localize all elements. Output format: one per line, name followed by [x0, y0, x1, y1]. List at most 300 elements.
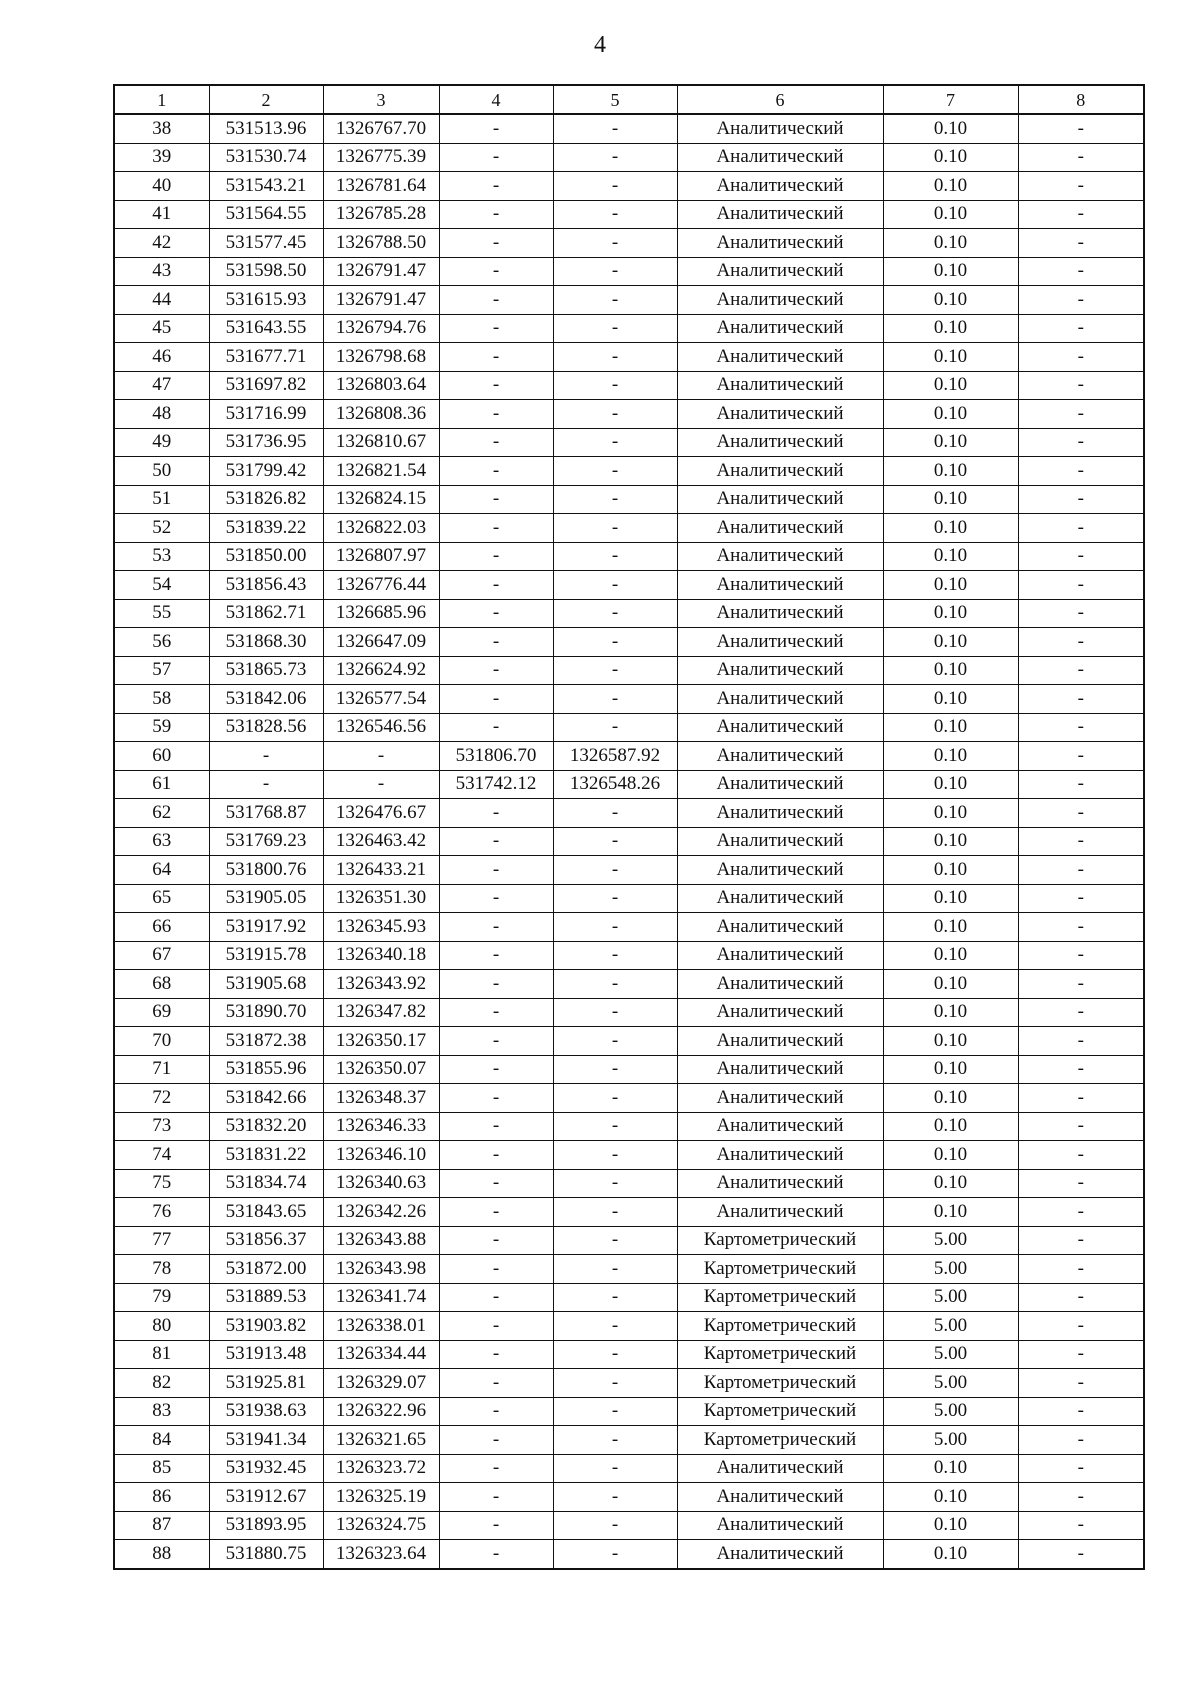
method-cell: Аналитический: [677, 970, 883, 999]
method-cell: Аналитический: [677, 628, 883, 657]
table-row: [114, 599, 1144, 628]
x-coordinate-cell: 531856.37: [209, 1226, 323, 1255]
point-number-cell: 60: [114, 742, 209, 771]
x-alt-coordinate-cell: -: [439, 628, 553, 657]
point-number-cell: 79: [114, 1283, 209, 1312]
x-alt-coordinate-cell: -: [439, 970, 553, 999]
column-header: 5: [553, 85, 677, 114]
y-coordinate-cell: 1326624.92: [323, 656, 439, 685]
method-cell: Аналитический: [677, 799, 883, 828]
table-row: [114, 1483, 1144, 1512]
y-alt-coordinate-cell: -: [553, 1426, 677, 1455]
table-row: [114, 1454, 1144, 1483]
x-coordinate-cell: 531913.48: [209, 1340, 323, 1369]
point-number-cell: 84: [114, 1426, 209, 1455]
coordinates-table: [113, 84, 1145, 1570]
table-row: [114, 286, 1144, 315]
y-coordinate-cell: 1326341.74: [323, 1283, 439, 1312]
note-cell: -: [1018, 571, 1144, 600]
x-coordinate-cell: 531872.00: [209, 1255, 323, 1284]
y-alt-coordinate-cell: -: [553, 1226, 677, 1255]
method-cell: Аналитический: [677, 685, 883, 714]
point-number-cell: 66: [114, 913, 209, 942]
point-number-cell: 64: [114, 856, 209, 885]
x-alt-coordinate-cell: -: [439, 1540, 553, 1569]
note-cell: -: [1018, 457, 1144, 486]
x-alt-coordinate-cell: -: [439, 656, 553, 685]
method-cell: Аналитический: [677, 998, 883, 1027]
point-number-cell: 53: [114, 542, 209, 571]
y-alt-coordinate-cell: -: [553, 457, 677, 486]
point-number-cell: 76: [114, 1198, 209, 1227]
y-coordinate-cell: 1326340.18: [323, 941, 439, 970]
note-cell: -: [1018, 200, 1144, 229]
y-alt-coordinate-cell: -: [553, 970, 677, 999]
method-cell: Аналитический: [677, 1084, 883, 1113]
y-alt-coordinate-cell: -: [553, 1283, 677, 1312]
accuracy-cell: 0.10: [883, 856, 1018, 885]
x-alt-coordinate-cell: -: [439, 200, 553, 229]
accuracy-cell: 0.10: [883, 799, 1018, 828]
table-row: [114, 628, 1144, 657]
method-cell: Картометрический: [677, 1312, 883, 1341]
x-coordinate-cell: 531832.20: [209, 1112, 323, 1141]
accuracy-cell: 5.00: [883, 1312, 1018, 1341]
note-cell: -: [1018, 1511, 1144, 1540]
table-row: [114, 713, 1144, 742]
x-coordinate-cell: 531842.06: [209, 685, 323, 714]
column-header: 3: [323, 85, 439, 114]
table-row: [114, 913, 1144, 942]
accuracy-cell: 0.10: [883, 685, 1018, 714]
x-alt-coordinate-cell: -: [439, 1483, 553, 1512]
y-coordinate-cell: -: [323, 770, 439, 799]
method-cell: Аналитический: [677, 371, 883, 400]
point-number-cell: 48: [114, 400, 209, 429]
table-row: [114, 1397, 1144, 1426]
x-coordinate-cell: 531932.45: [209, 1454, 323, 1483]
note-cell: -: [1018, 1141, 1144, 1170]
accuracy-cell: 0.10: [883, 913, 1018, 942]
x-alt-coordinate-cell: -: [439, 143, 553, 172]
x-coordinate-cell: 531826.82: [209, 485, 323, 514]
method-cell: Аналитический: [677, 742, 883, 771]
note-cell: -: [1018, 1084, 1144, 1113]
table-row: [114, 998, 1144, 1027]
method-cell: Аналитический: [677, 514, 883, 543]
accuracy-cell: 0.10: [883, 827, 1018, 856]
point-number-cell: 55: [114, 599, 209, 628]
y-coordinate-cell: 1326322.96: [323, 1397, 439, 1426]
accuracy-cell: 0.10: [883, 114, 1018, 143]
table-row: [114, 770, 1144, 799]
y-coordinate-cell: 1326788.50: [323, 229, 439, 258]
y-coordinate-cell: 1326346.33: [323, 1112, 439, 1141]
note-cell: -: [1018, 1169, 1144, 1198]
y-alt-coordinate-cell: -: [553, 941, 677, 970]
y-alt-coordinate-cell: -: [553, 628, 677, 657]
y-coordinate-cell: 1326345.93: [323, 913, 439, 942]
point-number-cell: 81: [114, 1340, 209, 1369]
x-coordinate-cell: 531800.76: [209, 856, 323, 885]
y-coordinate-cell: 1326794.76: [323, 314, 439, 343]
y-alt-coordinate-cell: -: [553, 1340, 677, 1369]
note-cell: -: [1018, 827, 1144, 856]
x-coordinate-cell: 531834.74: [209, 1169, 323, 1198]
accuracy-cell: 0.10: [883, 257, 1018, 286]
x-coordinate-cell: 531643.55: [209, 314, 323, 343]
point-number-cell: 82: [114, 1369, 209, 1398]
table-row: [114, 1426, 1144, 1455]
table-row: [114, 571, 1144, 600]
y-alt-coordinate-cell: -: [553, 827, 677, 856]
accuracy-cell: 0.10: [883, 343, 1018, 372]
accuracy-cell: 5.00: [883, 1226, 1018, 1255]
accuracy-cell: 0.10: [883, 457, 1018, 486]
x-alt-coordinate-cell: -: [439, 713, 553, 742]
table-row: [114, 400, 1144, 429]
y-alt-coordinate-cell: -: [553, 143, 677, 172]
y-alt-coordinate-cell: -: [553, 114, 677, 143]
accuracy-cell: 0.10: [883, 371, 1018, 400]
table-row: [114, 1198, 1144, 1227]
column-header: 7: [883, 85, 1018, 114]
point-number-cell: 56: [114, 628, 209, 657]
x-coordinate-cell: 531564.55: [209, 200, 323, 229]
accuracy-cell: 0.10: [883, 172, 1018, 201]
point-number-cell: 59: [114, 713, 209, 742]
note-cell: -: [1018, 1540, 1144, 1569]
point-number-cell: 72: [114, 1084, 209, 1113]
accuracy-cell: 0.10: [883, 628, 1018, 657]
accuracy-cell: 0.10: [883, 1454, 1018, 1483]
column-header: 4: [439, 85, 553, 114]
point-number-cell: 69: [114, 998, 209, 1027]
y-alt-coordinate-cell: -: [553, 1084, 677, 1113]
y-alt-coordinate-cell: -: [553, 1055, 677, 1084]
note-cell: -: [1018, 1198, 1144, 1227]
point-number-cell: 43: [114, 257, 209, 286]
x-coordinate-cell: 531856.43: [209, 571, 323, 600]
method-cell: Аналитический: [677, 172, 883, 201]
accuracy-cell: 0.10: [883, 428, 1018, 457]
note-cell: -: [1018, 913, 1144, 942]
note-cell: -: [1018, 371, 1144, 400]
method-cell: Аналитический: [677, 656, 883, 685]
method-cell: Картометрический: [677, 1255, 883, 1284]
method-cell: Аналитический: [677, 571, 883, 600]
column-header: 6: [677, 85, 883, 114]
accuracy-cell: 0.10: [883, 314, 1018, 343]
x-coordinate-cell: 531716.99: [209, 400, 323, 429]
x-alt-coordinate-cell: -: [439, 1397, 553, 1426]
x-alt-coordinate-cell: -: [439, 913, 553, 942]
table-row: [114, 827, 1144, 856]
note-cell: -: [1018, 1226, 1144, 1255]
accuracy-cell: 0.10: [883, 770, 1018, 799]
y-coordinate-cell: -: [323, 742, 439, 771]
x-coordinate-cell: 531736.95: [209, 428, 323, 457]
x-coordinate-cell: 531543.21: [209, 172, 323, 201]
y-alt-coordinate-cell: -: [553, 599, 677, 628]
y-alt-coordinate-cell: -: [553, 656, 677, 685]
point-number-cell: 80: [114, 1312, 209, 1341]
table-row: [114, 1340, 1144, 1369]
point-number-cell: 85: [114, 1454, 209, 1483]
method-cell: Аналитический: [677, 856, 883, 885]
method-cell: Аналитический: [677, 1511, 883, 1540]
column-header: 2: [209, 85, 323, 114]
method-cell: Аналитический: [677, 1169, 883, 1198]
x-alt-coordinate-cell: -: [439, 257, 553, 286]
x-coordinate-cell: 531842.66: [209, 1084, 323, 1113]
method-cell: Картометрический: [677, 1340, 883, 1369]
table-row: [114, 457, 1144, 486]
y-alt-coordinate-cell: -: [553, 371, 677, 400]
table-row: [114, 343, 1144, 372]
y-coordinate-cell: 1326321.65: [323, 1426, 439, 1455]
accuracy-cell: 0.10: [883, 485, 1018, 514]
header-row: [114, 85, 1144, 114]
method-cell: Аналитический: [677, 286, 883, 315]
y-alt-coordinate-cell: -: [553, 257, 677, 286]
point-number-cell: 40: [114, 172, 209, 201]
table-row: [114, 1084, 1144, 1113]
method-cell: Аналитический: [677, 542, 883, 571]
accuracy-cell: 0.10: [883, 1511, 1018, 1540]
x-alt-coordinate-cell: -: [439, 172, 553, 201]
x-alt-coordinate-cell: -: [439, 514, 553, 543]
note-cell: -: [1018, 286, 1144, 315]
y-coordinate-cell: 1326791.47: [323, 286, 439, 315]
point-number-cell: 67: [114, 941, 209, 970]
point-number-cell: 51: [114, 485, 209, 514]
method-cell: Аналитический: [677, 1055, 883, 1084]
y-coordinate-cell: 1326791.47: [323, 257, 439, 286]
x-coordinate-cell: 531925.81: [209, 1369, 323, 1398]
x-coordinate-cell: 531828.56: [209, 713, 323, 742]
method-cell: Аналитический: [677, 1540, 883, 1569]
accuracy-cell: 0.10: [883, 1084, 1018, 1113]
accuracy-cell: 5.00: [883, 1255, 1018, 1284]
note-cell: -: [1018, 1369, 1144, 1398]
y-coordinate-cell: 1326647.09: [323, 628, 439, 657]
point-number-cell: 57: [114, 656, 209, 685]
x-alt-coordinate-cell: 531742.12: [439, 770, 553, 799]
note-cell: -: [1018, 884, 1144, 913]
y-alt-coordinate-cell: -: [553, 1454, 677, 1483]
note-cell: -: [1018, 400, 1144, 429]
method-cell: Аналитический: [677, 1483, 883, 1512]
y-alt-coordinate-cell: -: [553, 685, 677, 714]
x-alt-coordinate-cell: -: [439, 856, 553, 885]
note-cell: -: [1018, 1426, 1144, 1455]
point-number-cell: 62: [114, 799, 209, 828]
x-alt-coordinate-cell: -: [439, 1198, 553, 1227]
accuracy-cell: 0.10: [883, 1540, 1018, 1569]
y-alt-coordinate-cell: -: [553, 1169, 677, 1198]
accuracy-cell: 0.10: [883, 229, 1018, 258]
x-coordinate-cell: 531769.23: [209, 827, 323, 856]
x-coordinate-cell: 531513.96: [209, 114, 323, 143]
y-alt-coordinate-cell: -: [553, 200, 677, 229]
note-cell: -: [1018, 713, 1144, 742]
method-cell: Аналитический: [677, 485, 883, 514]
point-number-cell: 52: [114, 514, 209, 543]
y-alt-coordinate-cell: -: [553, 485, 677, 514]
method-cell: Аналитический: [677, 257, 883, 286]
note-cell: -: [1018, 1255, 1144, 1284]
point-number-cell: 78: [114, 1255, 209, 1284]
x-coordinate-cell: 531843.65: [209, 1198, 323, 1227]
accuracy-cell: 5.00: [883, 1397, 1018, 1426]
accuracy-cell: 0.10: [883, 1055, 1018, 1084]
table-row: [114, 1312, 1144, 1341]
x-alt-coordinate-cell: -: [439, 884, 553, 913]
y-coordinate-cell: 1326463.42: [323, 827, 439, 856]
point-number-cell: 49: [114, 428, 209, 457]
table-row: [114, 970, 1144, 999]
x-coordinate-cell: 531905.68: [209, 970, 323, 999]
x-coordinate-cell: 531862.71: [209, 599, 323, 628]
y-coordinate-cell: 1326351.30: [323, 884, 439, 913]
method-cell: Аналитический: [677, 913, 883, 942]
y-alt-coordinate-cell: -: [553, 286, 677, 315]
method-cell: Аналитический: [677, 428, 883, 457]
x-alt-coordinate-cell: -: [439, 400, 553, 429]
method-cell: Картометрический: [677, 1369, 883, 1398]
y-coordinate-cell: 1326798.68: [323, 343, 439, 372]
y-coordinate-cell: 1326775.39: [323, 143, 439, 172]
note-cell: -: [1018, 1055, 1144, 1084]
note-cell: -: [1018, 628, 1144, 657]
y-coordinate-cell: 1326808.36: [323, 400, 439, 429]
x-alt-coordinate-cell: -: [439, 428, 553, 457]
note-cell: -: [1018, 314, 1144, 343]
y-alt-coordinate-cell: -: [553, 1369, 677, 1398]
accuracy-cell: 0.10: [883, 571, 1018, 600]
x-alt-coordinate-cell: -: [439, 229, 553, 258]
table-row: [114, 1055, 1144, 1084]
y-alt-coordinate-cell: 1326548.26: [553, 770, 677, 799]
table-row: [114, 229, 1144, 258]
note-cell: -: [1018, 343, 1144, 372]
note-cell: -: [1018, 485, 1144, 514]
note-cell: -: [1018, 1112, 1144, 1141]
x-alt-coordinate-cell: 531806.70: [439, 742, 553, 771]
method-cell: Аналитический: [677, 941, 883, 970]
y-coordinate-cell: 1326350.17: [323, 1027, 439, 1056]
x-coordinate-cell: 531912.67: [209, 1483, 323, 1512]
x-alt-coordinate-cell: -: [439, 1255, 553, 1284]
y-alt-coordinate-cell: -: [553, 884, 677, 913]
table-row: [114, 941, 1144, 970]
table-row: [114, 114, 1144, 143]
table-row: [114, 172, 1144, 201]
x-alt-coordinate-cell: -: [439, 1226, 553, 1255]
note-cell: -: [1018, 656, 1144, 685]
point-number-cell: 77: [114, 1226, 209, 1255]
y-alt-coordinate-cell: -: [553, 428, 677, 457]
note-cell: -: [1018, 1454, 1144, 1483]
note-cell: -: [1018, 229, 1144, 258]
note-cell: -: [1018, 1340, 1144, 1369]
y-alt-coordinate-cell: -: [553, 1540, 677, 1569]
point-number-cell: 47: [114, 371, 209, 400]
table-row: [114, 685, 1144, 714]
y-coordinate-cell: 1326347.82: [323, 998, 439, 1027]
method-cell: Аналитический: [677, 1141, 883, 1170]
point-number-cell: 44: [114, 286, 209, 315]
x-alt-coordinate-cell: -: [439, 485, 553, 514]
x-alt-coordinate-cell: -: [439, 1169, 553, 1198]
note-cell: -: [1018, 1483, 1144, 1512]
note-cell: -: [1018, 514, 1144, 543]
point-number-cell: 87: [114, 1511, 209, 1540]
x-alt-coordinate-cell: -: [439, 343, 553, 372]
x-coordinate-cell: 531839.22: [209, 514, 323, 543]
table-row: [114, 856, 1144, 885]
table-row: [114, 257, 1144, 286]
y-alt-coordinate-cell: -: [553, 1112, 677, 1141]
method-cell: Аналитический: [677, 713, 883, 742]
y-coordinate-cell: 1326781.64: [323, 172, 439, 201]
accuracy-cell: 0.10: [883, 1483, 1018, 1512]
table-row: [114, 1511, 1144, 1540]
table-row: [114, 143, 1144, 172]
method-cell: Аналитический: [677, 343, 883, 372]
note-cell: -: [1018, 1312, 1144, 1341]
method-cell: Аналитический: [677, 1454, 883, 1483]
y-coordinate-cell: 1326810.67: [323, 428, 439, 457]
x-coordinate-cell: 531855.96: [209, 1055, 323, 1084]
x-coordinate-cell: 531850.00: [209, 542, 323, 571]
method-cell: Картометрический: [677, 1283, 883, 1312]
x-alt-coordinate-cell: -: [439, 1084, 553, 1113]
y-coordinate-cell: 1326785.28: [323, 200, 439, 229]
accuracy-cell: 0.10: [883, 884, 1018, 913]
accuracy-cell: 0.10: [883, 742, 1018, 771]
x-coordinate-cell: 531941.34: [209, 1426, 323, 1455]
y-alt-coordinate-cell: -: [553, 343, 677, 372]
x-coordinate-cell: 531903.82: [209, 1312, 323, 1341]
x-coordinate-cell: 531799.42: [209, 457, 323, 486]
point-number-cell: 46: [114, 343, 209, 372]
x-coordinate-cell: 531905.05: [209, 884, 323, 913]
point-number-cell: 42: [114, 229, 209, 258]
x-coordinate-cell: -: [209, 742, 323, 771]
accuracy-cell: 5.00: [883, 1340, 1018, 1369]
method-cell: Аналитический: [677, 1027, 883, 1056]
table-row: [114, 371, 1144, 400]
y-coordinate-cell: 1326324.75: [323, 1511, 439, 1540]
x-coordinate-cell: 531768.87: [209, 799, 323, 828]
y-alt-coordinate-cell: -: [553, 1397, 677, 1426]
table-row: [114, 542, 1144, 571]
x-alt-coordinate-cell: -: [439, 599, 553, 628]
y-coordinate-cell: 1326340.63: [323, 1169, 439, 1198]
accuracy-cell: 0.10: [883, 998, 1018, 1027]
method-cell: Аналитический: [677, 200, 883, 229]
method-cell: Картометрический: [677, 1226, 883, 1255]
point-number-cell: 73: [114, 1112, 209, 1141]
y-coordinate-cell: 1326476.67: [323, 799, 439, 828]
point-number-cell: 63: [114, 827, 209, 856]
x-alt-coordinate-cell: -: [439, 998, 553, 1027]
x-alt-coordinate-cell: -: [439, 1112, 553, 1141]
note-cell: -: [1018, 970, 1144, 999]
column-header: 1: [114, 85, 209, 114]
